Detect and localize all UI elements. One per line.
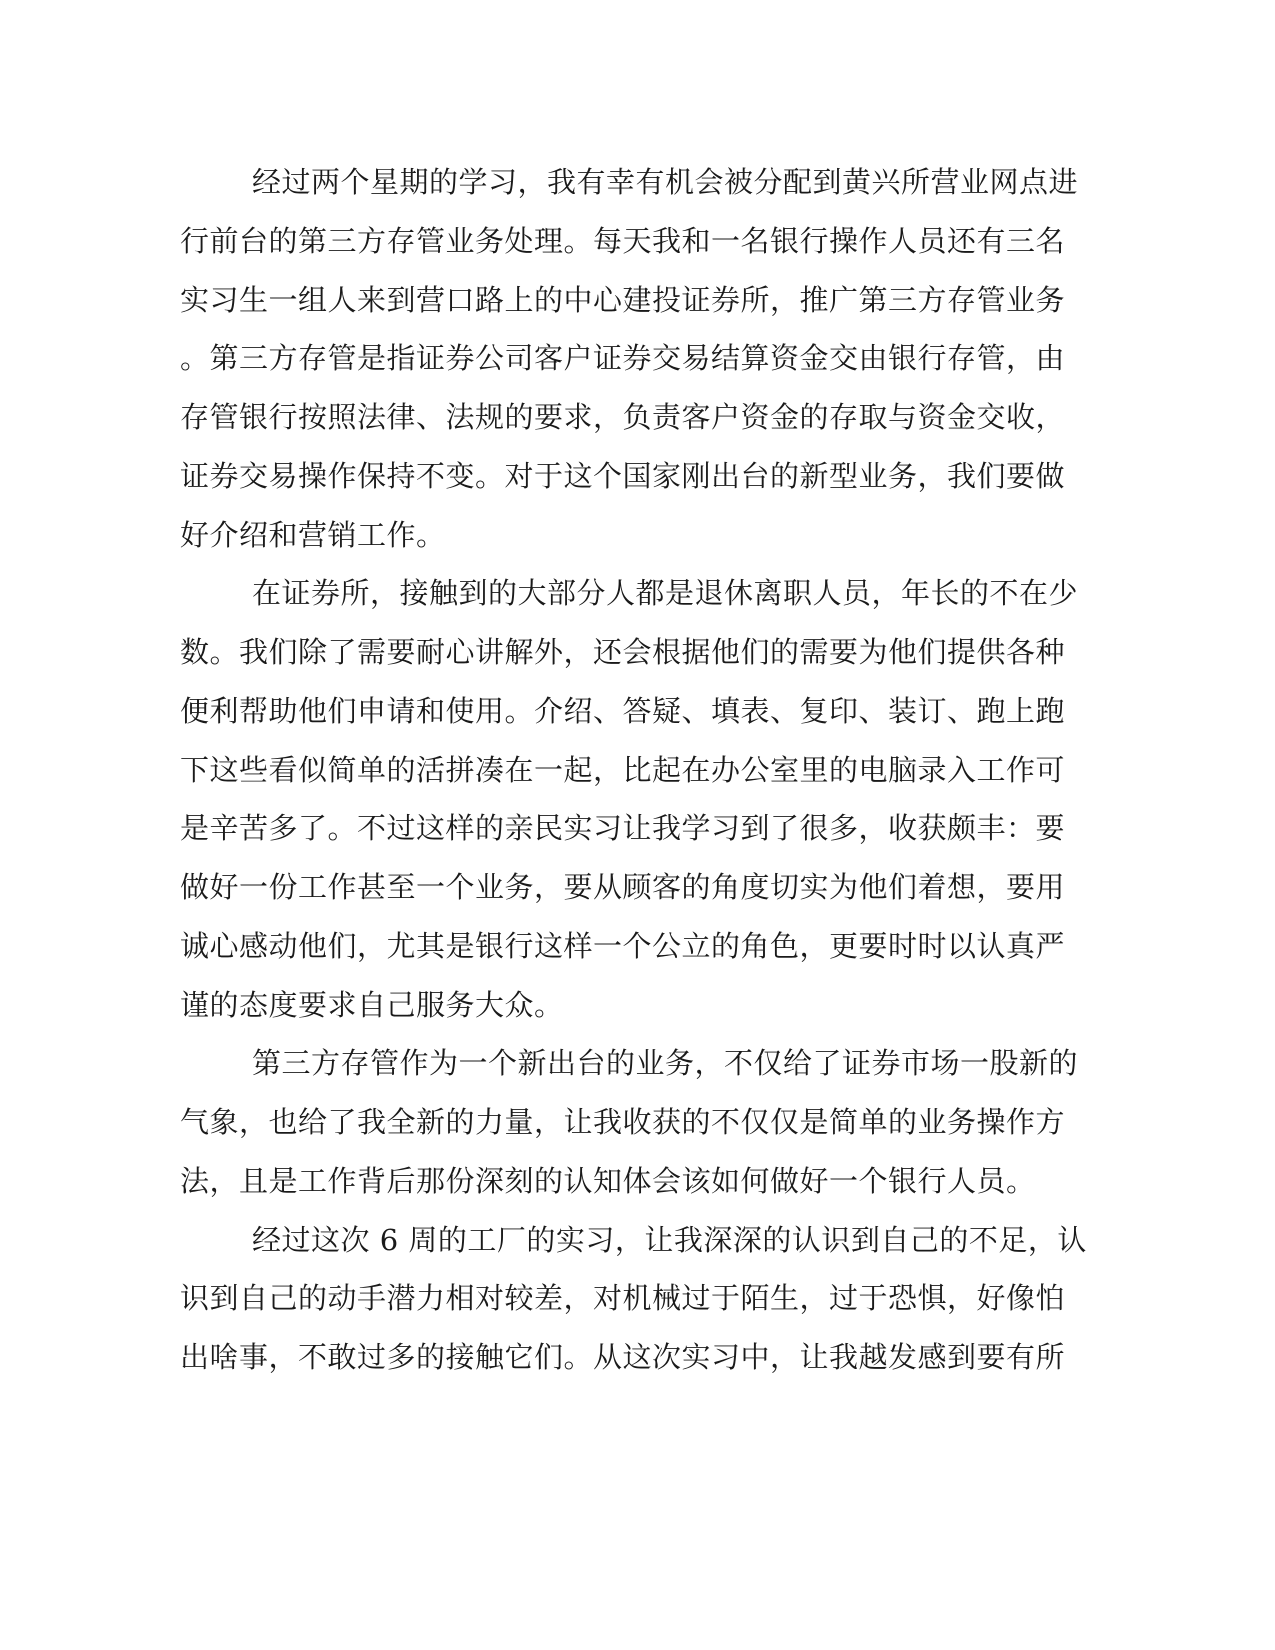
text-line: 存管银行按照法律、法规的要求，负责客户资金的存取与资金交收， xyxy=(180,400,1066,434)
text-line: 便利帮助他们申请和使用。介绍、答疑、填表、复印、装订、跑上跑 xyxy=(180,693,1066,728)
text-line: 识到自己的动手潜力相对较差，对机械过于陌生，过于恐惧，好像怕 xyxy=(180,1281,1066,1316)
text-line: 数。我们除了需要耐心讲解外，还会根据他们的需要为他们提供各种 xyxy=(180,635,1066,669)
text-line: 第三方存管作为一个新出台的业务，不仅给了证券市场一股新的 xyxy=(252,1046,1079,1081)
text-line: 。第三方存管是指证券公司客户证券交易结算资金交由银行存管，由 xyxy=(180,341,1066,376)
text-line: 出啥事，不敢过多的接触它们。从这次实习中，让我越发感到要有所 xyxy=(180,1340,1066,1374)
text-line: 经过两个星期的学习，我有幸有机会被分配到黄兴所营业网点进 xyxy=(252,165,1079,199)
text-line: 是辛苦多了。不过这样的亲民实习让我学习到了很多，收获颇丰：要 xyxy=(180,811,1066,846)
text-line: 做好一份工作甚至一个业务，要从顾客的角度切实为他们着想，要用 xyxy=(180,870,1066,904)
text-line: 诚心感动他们，尤其是银行这样一个公立的角色，更要时时以认真严 xyxy=(180,928,1066,963)
text-line: 好介绍和营销工作。 xyxy=(180,517,446,552)
text-line: 经过这次 6 周的工厂的实习，让我深深的认识到自己的不足，认 xyxy=(252,1222,1087,1257)
text-line: 法，且是工作背后那份深刻的认知体会该如何做好一个银行人员。 xyxy=(180,1163,1036,1198)
text-line: 下这些看似简单的活拼凑在一起，比起在办公室里的电脑录入工作可 xyxy=(180,752,1066,787)
text-line: 在证券所，接触到的大部分人都是退休离职人员，年长的不在少 xyxy=(252,576,1079,611)
text-line: 实习生一组人来到营口路上的中心建投证券所，推广第三方存管业务 xyxy=(180,282,1066,317)
document-body xyxy=(180,160,1087,1394)
text-line: 行前台的第三方存管业务处理。每天我和一名银行操作人员还有三名 xyxy=(180,223,1066,258)
text-line: 气象，也给了我全新的力量，让我收获的不仅仅是简单的业务操作方 xyxy=(180,1105,1066,1139)
text-line: 证券交易操作保持不变。对于这个国家刚出台的新型业务，我们要做 xyxy=(180,458,1066,493)
text-line: 谨的态度要求自己服务大众。 xyxy=(180,987,564,1022)
